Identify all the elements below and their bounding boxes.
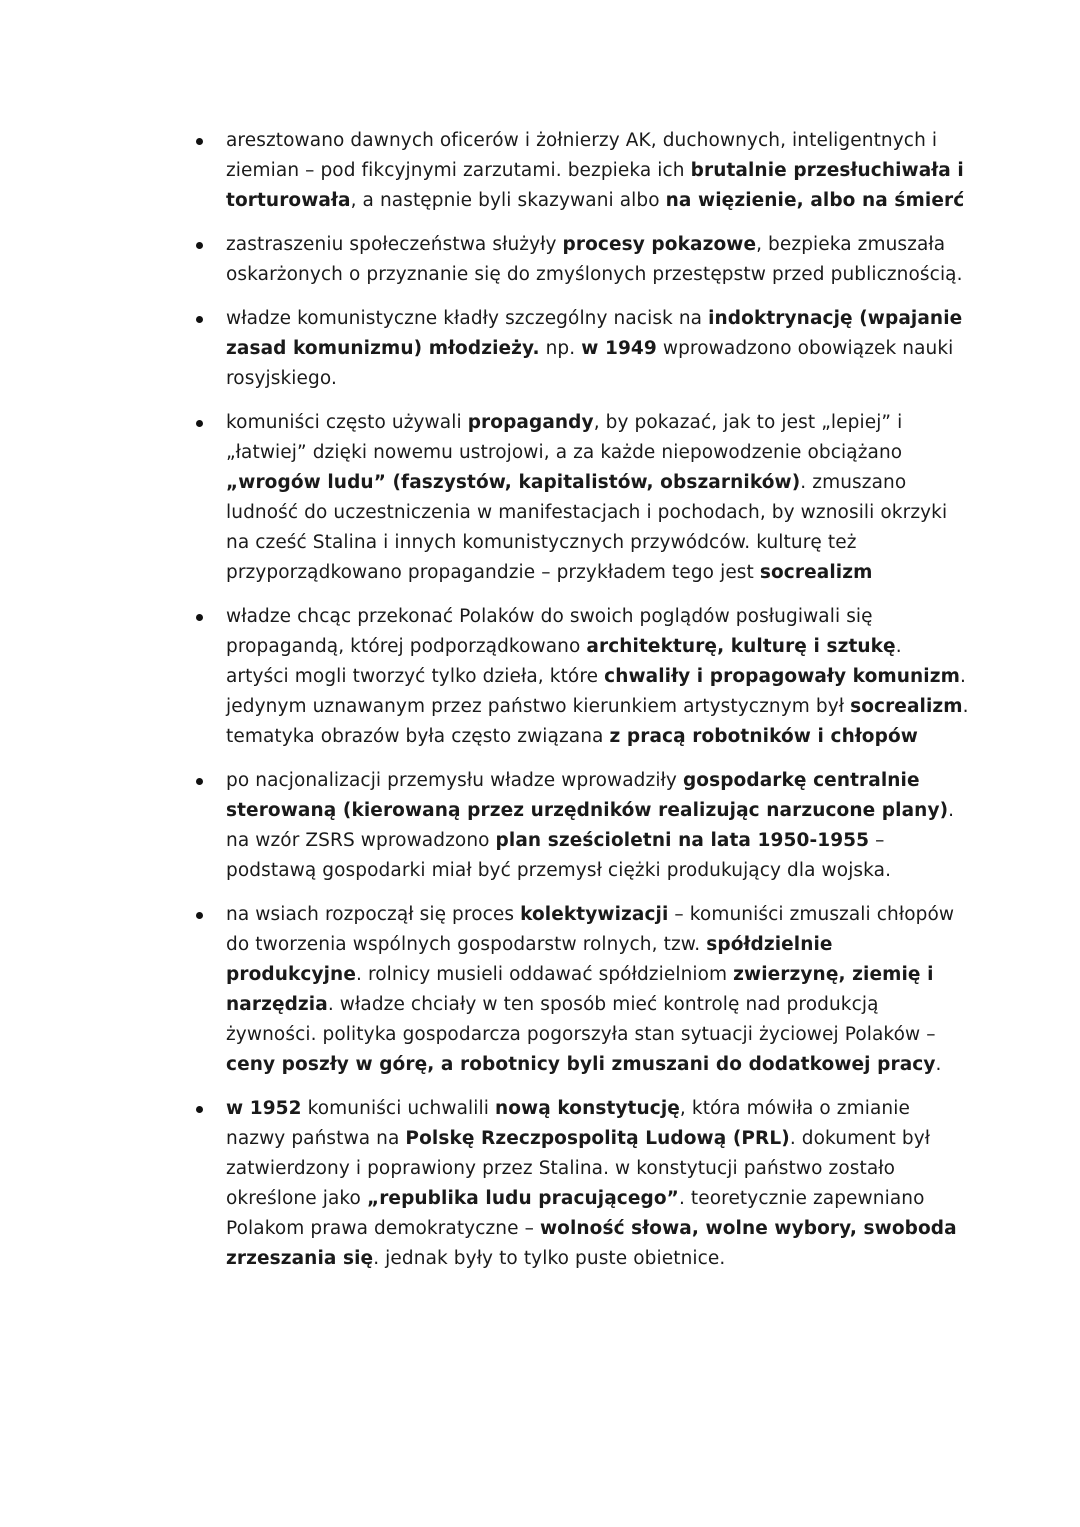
text-segment: . władze chciały w ten sposób mieć kontrolę nad produkcją żywności. polityka gospodarcza pogorszyła stan sytuacji życiowej Polaków –	[226, 994, 936, 1045]
text-segment: . artyści mogli tworzyć tylko dzieła, które	[226, 636, 902, 687]
list-item-text	[226, 904, 954, 1075]
bullet-point-icon	[196, 778, 203, 785]
bold-text-segment: brutalnie przesłuchiwała i torturowała	[226, 160, 964, 211]
bold-text-segment: w 1949	[581, 338, 657, 359]
bold-text-segment: „wrogów ludu” (faszystów, kapitalistów, obszarników)	[226, 472, 801, 493]
text-segment: na wsiach rozpoczął się proces	[226, 904, 521, 925]
text-segment: – komuniści zmuszali chłopów do tworzenia wspólnych gospodarstw rolnych, tzw.	[226, 904, 955, 955]
bold-text-segment: architekturę, kulturę i sztukę	[586, 636, 896, 657]
bold-text-segment: w 1952	[226, 1098, 302, 1119]
text-segment: komuniści często używali	[226, 412, 468, 433]
bold-text-segment: propagandy	[467, 412, 594, 433]
bullet-point-icon	[196, 912, 203, 919]
bold-text-segment: nową konstytucję	[494, 1098, 680, 1119]
list-item	[180, 304, 970, 394]
bullet-point-icon	[196, 420, 203, 427]
text-segment: .	[935, 1054, 942, 1075]
list-item-text	[226, 308, 962, 389]
list-item-text	[226, 234, 963, 285]
list-item-text	[226, 606, 969, 747]
bold-text-segment: plan sześcioletni na lata 1950-1955	[495, 830, 870, 851]
bullet-point-icon	[196, 242, 203, 249]
bold-text-segment: wolność słowa, wolne wybory, swoboda zrzeszania się	[226, 1218, 957, 1269]
bold-text-segment: procesy pokazowe	[562, 234, 757, 255]
text-segment: np.	[539, 338, 582, 359]
bold-text-segment: spółdzielnie produkcyjne	[226, 934, 833, 985]
bullet-list	[180, 126, 970, 1288]
text-segment: władze chcąc przekonać Polaków do swoich poglądów posługiwali się propagandą, której podporządkowano	[226, 606, 873, 657]
list-item	[180, 126, 970, 216]
text-segment: . zmuszano ludność do uczestniczenia w manifestacjach i pochodach, by wznosili okrzyki na cześć Stalina i innych komunistycznych przywódców. kulturę też przyporządkowano propagandzie – przykładem tego jest	[226, 472, 948, 583]
bullet-point-icon	[196, 316, 203, 323]
text-segment: . jednak były to tylko puste obietnice.	[373, 1248, 726, 1269]
text-segment: . tematyka obrazów była często związana	[226, 696, 969, 747]
bold-text-segment: socrealizm	[759, 562, 873, 583]
text-segment: . jedynym uznawanym przez państwo kierunkiem artystycznym był	[226, 666, 966, 717]
text-segment: zastraszeniu społeczeństwa służyły	[226, 234, 563, 255]
text-segment: . na wzór ZSRS wprowadzono	[226, 800, 955, 851]
list-item-text	[226, 412, 947, 583]
text-segment: – podstawą gospodarki miał być przemysł ciężki produkujący dla wojska.	[226, 830, 892, 881]
bold-text-segment: Polskę Rzeczpospolitą Ludową (PRL)	[405, 1128, 790, 1149]
text-segment: . dokument był zatwierdzony i poprawiony przez Stalina. w konstytucji państwo zostało określone jako	[226, 1128, 931, 1209]
list-item-text	[226, 130, 964, 211]
list-item	[180, 900, 970, 1080]
text-segment: wprowadzono obowiązek nauki rosyjskiego.	[226, 338, 954, 389]
list-item	[180, 408, 970, 588]
text-segment: , która mówiła o zmianie nazwy państwa na	[226, 1098, 910, 1149]
text-segment: , bezpieka zmuszała oskarżonych o przyznanie się do zmyślonych przestępstw przed publicznością.	[226, 234, 963, 285]
bold-text-segment: socrealizm	[850, 696, 963, 717]
text-segment: aresztowano dawnych oficerów i żołnierzy AK, duchownych, inteligentnych i ziemian – pod fikcyjnymi zarzutami. bezpieka ich	[226, 130, 938, 181]
bold-text-segment: z pracą robotników i chłopów	[609, 726, 918, 747]
bold-text-segment: gospodarkę centralnie sterowaną (kierowaną przez urzędników realizując narzucone plany)	[226, 770, 949, 821]
bold-text-segment: na więzienie, albo na śmierć	[665, 190, 965, 211]
text-segment: władze komunistyczne kładły szczególny nacisk na	[226, 308, 709, 329]
bold-text-segment: „republika ludu pracującego”	[366, 1188, 679, 1209]
list-item	[180, 602, 970, 752]
bullet-point-icon	[196, 1106, 203, 1113]
text-segment: po nacjonalizacji przemysłu władze wprowadziły	[226, 770, 683, 791]
bullet-point-icon	[196, 138, 203, 145]
text-segment: , by pokazać, jak to jest „lepiej” i „łatwiej” dzięki nowemu ustrojowi, a za każde niepowodzenie obciążano	[226, 412, 903, 463]
bold-text-segment: ceny poszły w górę, a robotnicy byli zmuszani do dodatkowej pracy	[226, 1054, 936, 1075]
bold-text-segment: indoktrynację (wpajanie zasad komunizmu) młodzieży.	[226, 308, 963, 359]
bullet-point-icon	[196, 614, 203, 621]
list-item-text	[226, 1098, 957, 1269]
list-item	[180, 766, 970, 886]
text-segment: , a następnie byli skazywani albo	[350, 190, 666, 211]
bold-text-segment: zwierzynę, ziemię i narzędzia	[226, 964, 934, 1015]
text-segment: . rolnicy musieli oddawać spółdzielniom	[355, 964, 734, 985]
list-item	[180, 1094, 970, 1274]
list-item	[180, 230, 970, 290]
bold-text-segment: chwaliły i propagowały komunizm	[604, 666, 960, 687]
list-item-text	[226, 770, 954, 881]
text-segment: komuniści uchwalili	[301, 1098, 495, 1119]
bold-text-segment: kolektywizacji	[520, 904, 669, 925]
text-segment: . teoretycznie zapewniano Polakom prawa demokratyczne –	[226, 1188, 925, 1239]
